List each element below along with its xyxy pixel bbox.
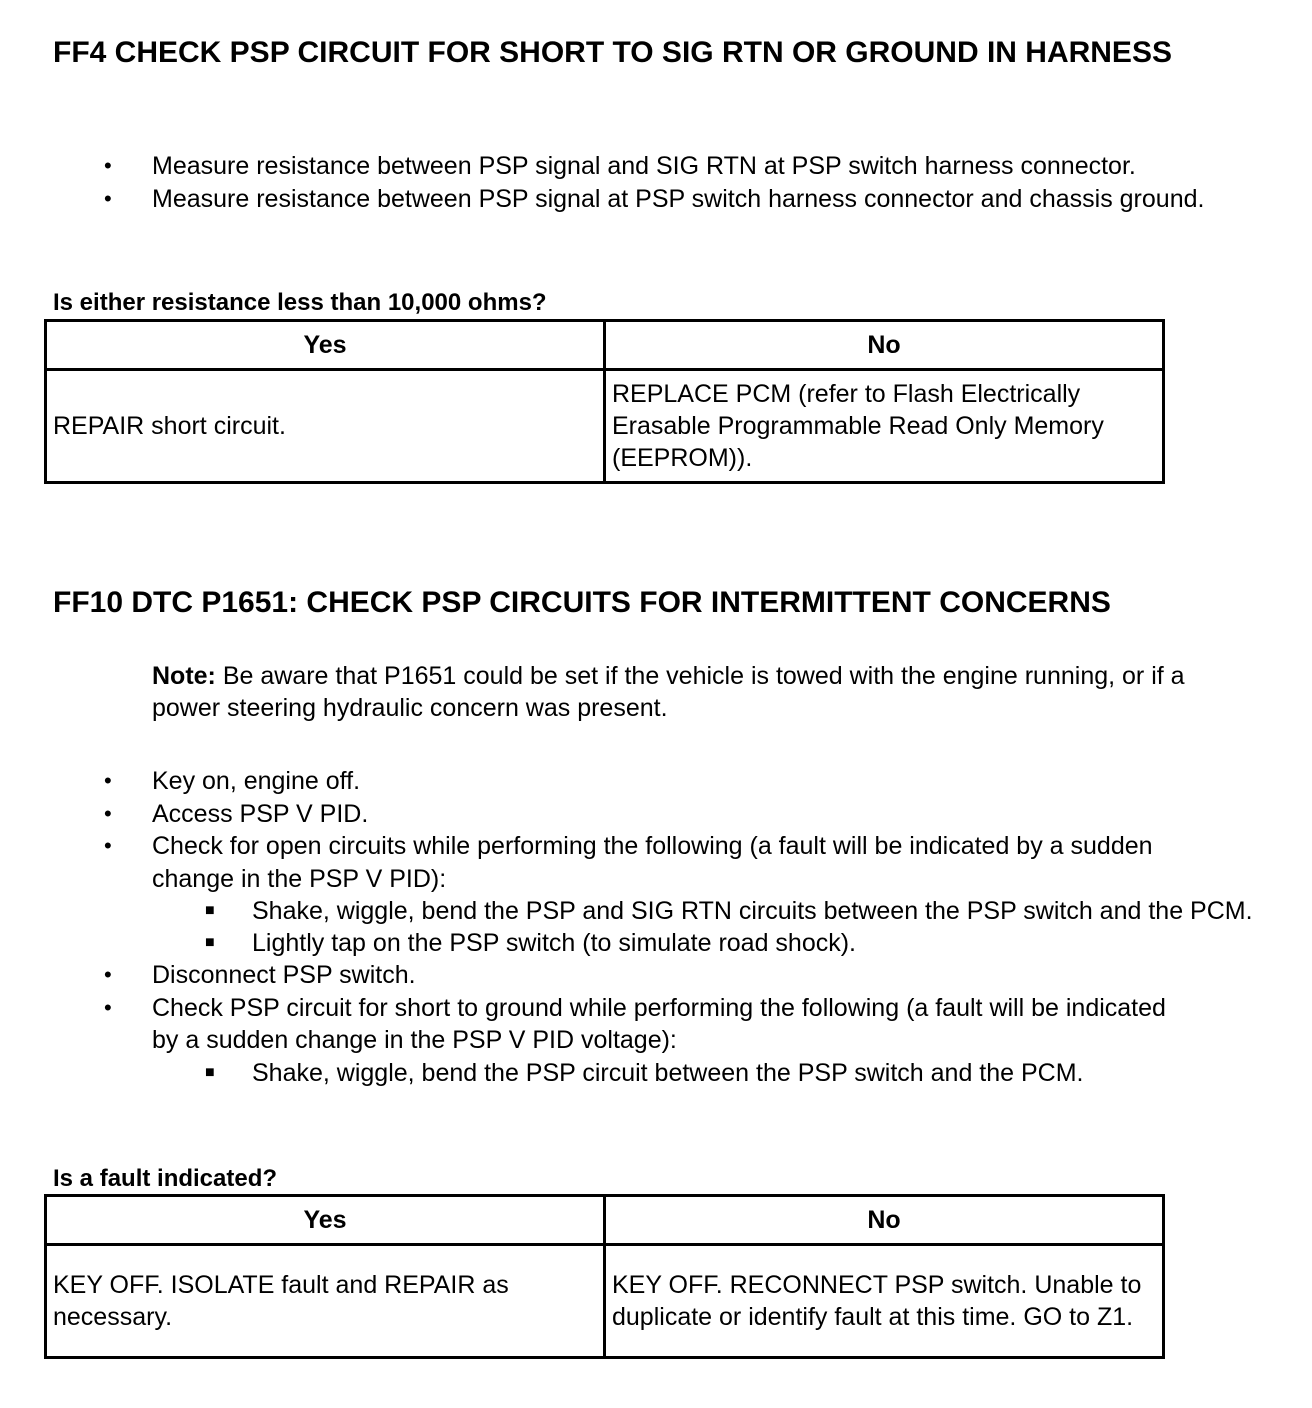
yes-cell: REPAIR short circuit. — [46, 370, 605, 483]
bullet-icon: • — [104, 185, 112, 211]
sub-list-item: ■ Lightly tap on the PSP switch (to simulate road shock). — [205, 929, 857, 957]
bullet-icon: • — [104, 800, 112, 826]
square-bullet-icon: ■ — [205, 1063, 215, 1081]
section-heading: FF10 DTC P1651: CHECK PSP CIRCUITS FOR INTERMITTENT CONCERNS — [53, 586, 1111, 619]
list-item: • Access PSP V PID. — [0, 798, 1312, 831]
bullet-icon: • — [104, 768, 112, 793]
list-item: • Measure resistance between PSP signal and SIG RTN at PSP switch harness connector. — [0, 150, 1312, 183]
question: Is either resistance less than 10,000 ohms? — [53, 289, 547, 316]
no-header: No — [605, 1196, 1164, 1245]
note-label: Note: — [152, 662, 216, 690]
decision-table — [44, 319, 1165, 484]
no-cell: KEY OFF. RECONNECT PSP switch. Unable to duplicate or identify fault at this time. GO to Z1. — [605, 1245, 1164, 1358]
bullet-icon: • — [104, 833, 112, 858]
list-item: • Key on, engine off. — [0, 765, 1312, 798]
sub-list-item: ■ Shake, wiggle, bend the PSP circuit between the PSP switch and the PCM. — [205, 1058, 1084, 1087]
bullet-list — [0, 765, 1312, 1089]
square-bullet-icon: ■ — [205, 934, 215, 951]
note: Note: Be aware that P1651 could be set if the vehicle is towed with the engine running, or if a power steering hydraulic concern was present. — [152, 662, 1185, 722]
no-header: No — [605, 321, 1164, 370]
square-bullet-icon: ■ — [205, 902, 215, 919]
decision-table — [44, 1194, 1165, 1359]
question: Is a fault indicated? — [53, 1165, 278, 1192]
yes-header: Yes — [46, 321, 605, 370]
section-heading: FF4 CHECK PSP CIRCUIT FOR SHORT TO SIG RTN OR GROUND IN HARNESS — [53, 36, 1172, 69]
bullet-list — [0, 150, 1312, 215]
sub-list-item: ■ Shake, wiggle, bend the PSP and SIG RTN circuits between the PSP switch and the PCM. — [205, 897, 1253, 925]
list-item: • Check PSP circuit for short to ground while performing the following (a fault will be indicated by a sudden change in the PSP V PID voltage): — [104, 993, 1166, 1054]
list-item: • Disconnect PSP switch. — [0, 959, 1312, 992]
yes-header: Yes — [46, 1196, 605, 1245]
list-item: • Check for open circuits while performing the following (a fault will be indicated by a sudden change in the PSP V PID): — [104, 832, 1153, 893]
bullet-icon: • — [104, 994, 112, 1020]
bullet-icon: • — [104, 153, 112, 178]
no-cell: REPLACE PCM (refer to Flash Electrically Erasable Programmable Read Only Memory (EEPROM)). — [605, 370, 1164, 483]
bullet-icon: • — [104, 962, 112, 987]
yes-cell: KEY OFF. ISOLATE fault and REPAIR as necessary. — [46, 1245, 605, 1358]
list-item: • Measure resistance between PSP signal at PSP switch harness connector and chassis ground. — [0, 183, 1312, 216]
